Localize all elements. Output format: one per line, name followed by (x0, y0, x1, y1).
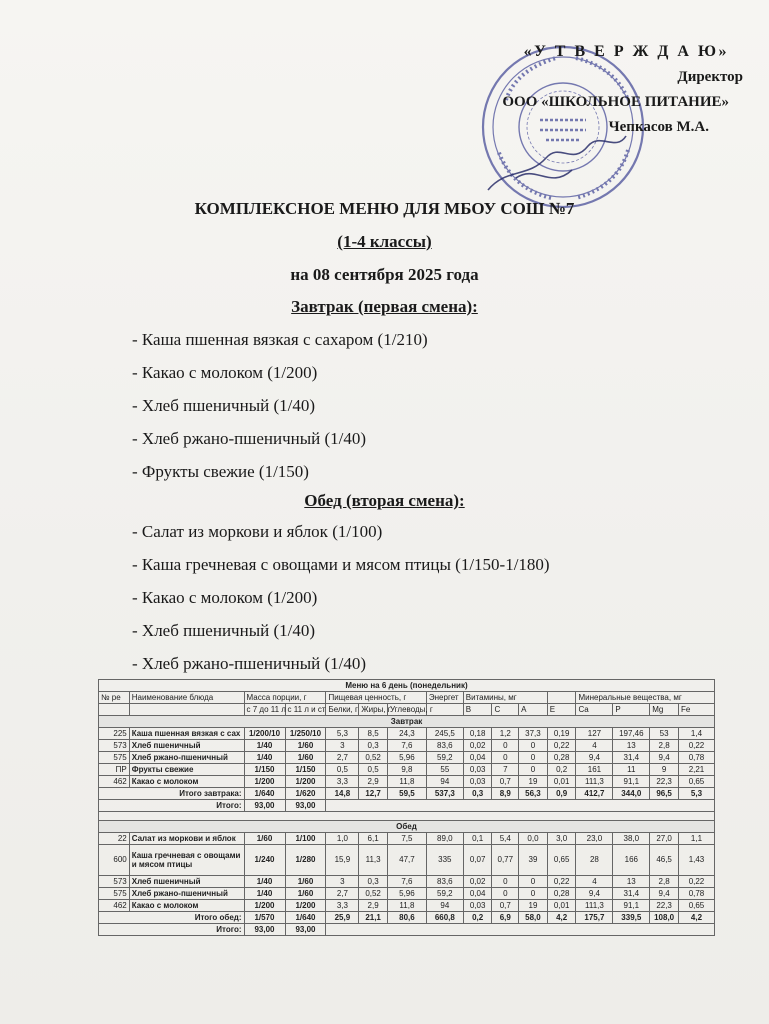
table-cell: 0,7 (492, 776, 519, 788)
table-cell: 0,52 (359, 888, 388, 900)
table-cell: 11 (613, 764, 650, 776)
table-cell: 80,6 (387, 912, 426, 924)
section-title: Завтрак (99, 716, 715, 728)
table-cell: 0,02 (463, 740, 492, 752)
table-cell: 0,3 (359, 876, 388, 888)
table-cell: Итого обед: (99, 912, 245, 924)
column-header: Жиры, г (359, 704, 388, 716)
table-cell: 4 (576, 876, 613, 888)
table-cell: 0,22 (678, 876, 714, 888)
table-cell: 1/640 (285, 912, 326, 924)
table-cell: 0,1 (463, 833, 492, 845)
table-cell: 127 (576, 728, 613, 740)
table-cell: 0,22 (547, 876, 576, 888)
list-item: - Хлеб ржано-пшеничный (1/40) (132, 429, 367, 448)
breakfast-rows (99, 728, 715, 812)
table-cell: 56,3 (519, 788, 548, 800)
lunch-rows (99, 833, 715, 936)
table-cell: 0,28 (547, 752, 576, 764)
table-cell: 27,0 (650, 833, 679, 845)
table-row (99, 876, 715, 888)
table-cell: 6,1 (359, 833, 388, 845)
table-cell: 93,00 (285, 924, 326, 936)
menu-date: на 08 сентября 2025 года (290, 265, 479, 284)
column-header: Масса порции, г (244, 692, 326, 704)
table-cell: 335 (426, 845, 463, 876)
table-cell: 0,03 (463, 764, 492, 776)
table-cell: 0,03 (463, 776, 492, 788)
table-cell: 1/200/10 (244, 728, 285, 740)
table-cell: 1/250/10 (285, 728, 326, 740)
table-cell: 11,3 (359, 845, 388, 876)
table-row (99, 833, 715, 845)
table-cell: 1,2 (492, 728, 519, 740)
column-header: E (547, 704, 576, 716)
page-title: КОМПЛЕКСНОЕ МЕНЮ ДЛЯ МБОУ СОШ №7 (194, 199, 575, 218)
table-cell: 1,1 (678, 833, 714, 845)
table-cell: 462 (99, 900, 130, 912)
table-cell: 6,9 (492, 912, 519, 924)
table-cell: 15,9 (326, 845, 359, 876)
table-cell: 5,96 (387, 752, 426, 764)
table-cell: 462 (99, 776, 130, 788)
table-cell: 47,7 (387, 845, 426, 876)
approval-block (502, 43, 743, 135)
table-cell: 89,0 (426, 833, 463, 845)
table-cell: 0,5 (326, 764, 359, 776)
table-cell: 28 (576, 845, 613, 876)
column-header: P (613, 704, 650, 716)
table-cell: 1/100 (285, 833, 326, 845)
list-item: - Салат из моркови и яблок (1/100) (132, 522, 383, 541)
table-cell: 0,65 (678, 900, 714, 912)
column-header: Пищевая ценность, г (326, 692, 426, 704)
table-cell: 0,04 (463, 888, 492, 900)
table-cell: Какао с молоком (129, 776, 244, 788)
table-cell: 38,0 (613, 833, 650, 845)
table-cell: 31,4 (613, 752, 650, 764)
table-cell: 1/200 (244, 776, 285, 788)
table-cell: Какао с молоком (129, 900, 244, 912)
table-cell: 9,4 (576, 888, 613, 900)
table-cell: 58,0 (519, 912, 548, 924)
table-row (99, 888, 715, 900)
table-cell: 1/60 (285, 876, 326, 888)
approval-title: «У Т В Е Р Ж Д А Ю» (523, 43, 729, 60)
table-cell: 4,2 (678, 912, 714, 924)
table-cell: 0,28 (547, 888, 576, 900)
table-cell: 53 (650, 728, 679, 740)
lunch-heading: Обед (вторая смена): (304, 491, 465, 510)
column-header: Витамины, мг (463, 692, 547, 704)
table-cell: 0 (519, 752, 548, 764)
table-cell: 11,8 (387, 776, 426, 788)
table-cell: 3,0 (547, 833, 576, 845)
table-cell: 0,78 (678, 752, 714, 764)
table-cell: 0 (519, 740, 548, 752)
table-cell: 0,22 (547, 740, 576, 752)
table-cell: Итого: (99, 800, 245, 812)
table-cell: 0,78 (678, 888, 714, 900)
table-cell: 575 (99, 888, 130, 900)
list-item: - Фрукты свежие (1/150) (132, 462, 309, 481)
table-cell: 1,43 (678, 845, 714, 876)
column-header: Mg (650, 704, 679, 716)
table-header-row (99, 692, 715, 704)
table-cell: 31,4 (613, 888, 650, 900)
table-cell: 8,9 (492, 788, 519, 800)
table-cell: 9,4 (576, 752, 613, 764)
table-cell: 46,5 (650, 845, 679, 876)
list-item: - Каша гречневая с овощами и мясом птицы (1/150-1/180) (132, 555, 550, 574)
table-cell: 0,3 (463, 788, 492, 800)
list-item: - Какао с молоком (1/200) (132, 588, 318, 607)
table-cell: 91,1 (613, 900, 650, 912)
table-cell: 0,5 (359, 764, 388, 776)
table-cell: 1,4 (678, 728, 714, 740)
breakfast-list (132, 331, 428, 496)
table-cell: 0 (492, 876, 519, 888)
column-header: C (492, 704, 519, 716)
column-header: Ca (576, 704, 613, 716)
table-cell: 94 (426, 776, 463, 788)
table-cell: ПР (99, 764, 130, 776)
breakfast-heading: Завтрак (первая смена): (291, 297, 478, 316)
table-cell: 83,6 (426, 740, 463, 752)
table-cell: Салат из моркови и яблок (129, 833, 244, 845)
table-cell: 0,18 (463, 728, 492, 740)
approval-position: Директор (677, 69, 743, 85)
table-row (99, 845, 715, 876)
table-cell: 660,8 (426, 912, 463, 924)
column-header: A (519, 704, 548, 716)
table-cell: 5,4 (492, 833, 519, 845)
table-cell: 1/60 (244, 833, 285, 845)
column-header: Углеводы, г (387, 704, 426, 716)
table-cell: 0,0 (519, 833, 548, 845)
table-row (99, 776, 715, 788)
table-cell: 1/60 (285, 752, 326, 764)
table-cell: 3 (326, 876, 359, 888)
table-cell: 1/200 (285, 776, 326, 788)
table-cell: 59,2 (426, 752, 463, 764)
table-row (99, 728, 715, 740)
table-cell: 91,1 (613, 776, 650, 788)
table-total-row (99, 788, 715, 800)
table-cell: Итого завтрака: (99, 788, 245, 800)
table-cell: 19 (519, 776, 548, 788)
column-header: Белки, г (326, 704, 359, 716)
table-cell: 22 (99, 833, 130, 845)
table-total-row (99, 912, 715, 924)
column-header: Энергет (426, 692, 463, 704)
table-cell: 7,6 (387, 740, 426, 752)
table-cell: Итого: (99, 924, 245, 936)
table-cell: 573 (99, 876, 130, 888)
table-cell: 2,8 (650, 876, 679, 888)
table-cell: 0,01 (547, 900, 576, 912)
table-cell: 197,46 (613, 728, 650, 740)
table-cell: 5,3 (678, 788, 714, 800)
table-subheader-row (99, 704, 715, 716)
table-cell: 0,07 (463, 845, 492, 876)
table-cell: 0,3 (359, 740, 388, 752)
table-cell: 9,4 (650, 752, 679, 764)
table-cell: 0,22 (678, 740, 714, 752)
table-cell: 4,2 (547, 912, 576, 924)
table-cell: 22,3 (650, 776, 679, 788)
table-cell: 9,8 (387, 764, 426, 776)
table-cell: 0 (519, 888, 548, 900)
table-cell: 5,3 (326, 728, 359, 740)
table-cell: 9,4 (650, 888, 679, 900)
table-cell: 7,5 (387, 833, 426, 845)
table-cell: 94 (426, 900, 463, 912)
table-cell: 3 (326, 740, 359, 752)
table-cell: 0,01 (547, 776, 576, 788)
table-cell: 1/200 (285, 900, 326, 912)
table-cell: 2,8 (650, 740, 679, 752)
table-cell: 1/150 (285, 764, 326, 776)
table-cell: 9 (650, 764, 679, 776)
table-cell: 1/60 (285, 888, 326, 900)
table-cell: 175,7 (576, 912, 613, 924)
table-cell: 0,03 (463, 900, 492, 912)
table-cell: 1/280 (285, 845, 326, 876)
table-cell: 0,77 (492, 845, 519, 876)
table-cell: 1/40 (244, 876, 285, 888)
table-cell: 1,0 (326, 833, 359, 845)
table-cell: 412,7 (576, 788, 613, 800)
table-cell: 2,7 (326, 752, 359, 764)
table-cell: 25,9 (326, 912, 359, 924)
table-cell: 96,5 (650, 788, 679, 800)
table-cell: 0 (519, 764, 548, 776)
table-cell: 19 (519, 900, 548, 912)
table-cell: 13 (613, 876, 650, 888)
table-cell: 2,21 (678, 764, 714, 776)
column-header: с 7 до 11 л (244, 704, 285, 716)
table-cell: 23,0 (576, 833, 613, 845)
table-cell: Каша пшенная вязкая с сах (129, 728, 244, 740)
table-row (99, 900, 715, 912)
table-cell: 0 (519, 876, 548, 888)
table-cell: 1/40 (244, 752, 285, 764)
list-item: - Какао с молоком (1/200) (132, 363, 318, 382)
table-cell: 93,00 (285, 800, 326, 812)
table-cell: 166 (613, 845, 650, 876)
table-cell: 2,9 (359, 776, 388, 788)
table-cell: 108,0 (650, 912, 679, 924)
table-cell (326, 924, 715, 936)
grades-subtitle: (1-4 классы) (337, 232, 432, 251)
table-cell: 21,1 (359, 912, 388, 924)
table-cell: 573 (99, 740, 130, 752)
table-cell: 1/240 (244, 845, 285, 876)
table-cell: 93,00 (244, 924, 285, 936)
table-cell: 0,52 (359, 752, 388, 764)
column-header: Наименование блюда (129, 692, 244, 704)
table-cell: 22,3 (650, 900, 679, 912)
table-cell: 1/620 (285, 788, 326, 800)
table-cell: 0 (492, 752, 519, 764)
table-cell: 537,3 (426, 788, 463, 800)
table-cell: 1/150 (244, 764, 285, 776)
table-cell: 0,2 (463, 912, 492, 924)
table-caption: Меню на 6 день (понедельник) (99, 680, 715, 692)
table-cell: 14,8 (326, 788, 359, 800)
column-header: Минеральные вещества, мг (576, 692, 715, 704)
table-cell: 344,0 (613, 788, 650, 800)
list-item: - Хлеб пшеничный (1/40) (132, 396, 316, 415)
table-cell: 59,2 (426, 888, 463, 900)
table-cell: 3,3 (326, 776, 359, 788)
approval-organization: ООО «ШКОЛЬНОЕ ПИТАНИЕ» (502, 94, 729, 110)
table-cell: 2,9 (359, 900, 388, 912)
table-cell: 39 (519, 845, 548, 876)
table-cell: 0,65 (547, 845, 576, 876)
table-cell: 11,8 (387, 900, 426, 912)
table-cell: 0,19 (547, 728, 576, 740)
table-cell: 13 (613, 740, 650, 752)
table-cell: 1/640 (244, 788, 285, 800)
list-item: - Хлеб пшеничный (1/40) (132, 621, 316, 640)
table-row (99, 752, 715, 764)
list-item: - Каша пшенная вязкая с сахаром (1/210) (132, 330, 428, 349)
table-cell: 37,3 (519, 728, 548, 740)
table-cell: 1/200 (244, 900, 285, 912)
table-cell: 59,5 (387, 788, 426, 800)
table-cell: 575 (99, 752, 130, 764)
table-cell: Фрукты свежие (129, 764, 244, 776)
column-header: № ре (99, 692, 130, 704)
table-cell: Хлеб ржано-пшеничный (129, 752, 244, 764)
table-cell: 0,65 (678, 776, 714, 788)
table-cell: 12,7 (359, 788, 388, 800)
section-title: Обед (99, 821, 715, 833)
table-cell: 7,6 (387, 876, 426, 888)
table-cell: 245,5 (426, 728, 463, 740)
table-cell: 4 (576, 740, 613, 752)
table-cell: 55 (426, 764, 463, 776)
table-cell: 5,96 (387, 888, 426, 900)
table-cell: 339,5 (613, 912, 650, 924)
list-item: - Хлеб ржано-пшеничный (1/40) (132, 654, 367, 673)
table-cell: 2,7 (326, 888, 359, 900)
table-cell (326, 800, 715, 812)
table-cell: 3,3 (326, 900, 359, 912)
column-header: Fe (678, 704, 714, 716)
table-sum-row (99, 924, 715, 936)
table-cell: Хлеб ржано-пшеничный (129, 888, 244, 900)
table-cell: 7 (492, 764, 519, 776)
table-cell: 0,9 (547, 788, 576, 800)
nutrition-table (98, 679, 715, 936)
table-row (99, 764, 715, 776)
table-cell: 0 (492, 888, 519, 900)
column-header: с 11 л и ст (285, 704, 326, 716)
table-cell: 0 (492, 740, 519, 752)
table-cell: Хлеб пшеничный (129, 740, 244, 752)
table-cell: 83,6 (426, 876, 463, 888)
table-cell: 0,2 (547, 764, 576, 776)
table-cell: 111,3 (576, 776, 613, 788)
table-cell: 600 (99, 845, 130, 876)
table-cell: 111,3 (576, 900, 613, 912)
table-cell: 0,04 (463, 752, 492, 764)
table-cell: 8,5 (359, 728, 388, 740)
table-cell: 1/40 (244, 740, 285, 752)
table-cell: Хлеб пшеничный (129, 876, 244, 888)
table-cell: 0,7 (492, 900, 519, 912)
table-sum-row (99, 800, 715, 812)
table-cell: Каша гречневая с овощами и мясом птицы (129, 845, 244, 876)
table-cell: 93,00 (244, 800, 285, 812)
table-row (99, 740, 715, 752)
approval-name: Чепкасов М.А. (608, 119, 709, 135)
table-cell: 225 (99, 728, 130, 740)
table-cell: 1/60 (285, 740, 326, 752)
table-cell: 24,3 (387, 728, 426, 740)
table-cell: 161 (576, 764, 613, 776)
table-cell: 1/570 (244, 912, 285, 924)
column-header: B (463, 704, 492, 716)
table-cell: 1/40 (244, 888, 285, 900)
table-cell: 0,02 (463, 876, 492, 888)
lunch-list (132, 523, 550, 688)
